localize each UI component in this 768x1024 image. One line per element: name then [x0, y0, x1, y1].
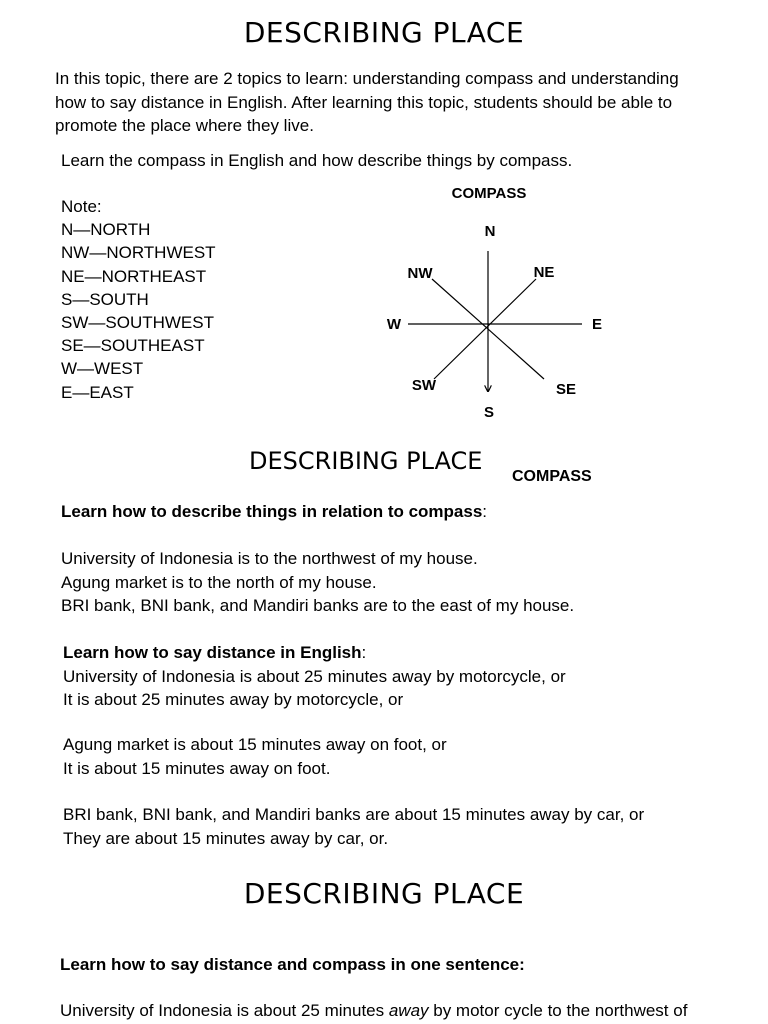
- compass-examples: [61, 547, 574, 618]
- note-item: SW—SOUTHWEST: [61, 313, 214, 333]
- heading-text: Learn how to say distance in English: [63, 643, 362, 662]
- learn-compass-line: Learn the compass in English and how describe things by compass.: [61, 151, 573, 170]
- sentence-start: University of Indonesia is about 25 minutes: [60, 1001, 389, 1020]
- intro-line: promote the place where they live.: [55, 116, 314, 135]
- example-line: BRI bank, BNI bank, and Mandiri banks are to the east of my house.: [61, 596, 575, 615]
- heading-text: Learn how to describe things in relation to compass: [61, 502, 483, 521]
- section-title: DESCRIBING PLACE: [243, 877, 525, 910]
- note-item: S—SOUTH: [61, 289, 149, 309]
- example-line: University of Indonesia is about 25 minutes away by motorcycle, or: [63, 666, 566, 686]
- note-item: E—EAST: [61, 382, 134, 402]
- example-line: They are about 15 minutes away by car, or.: [63, 828, 389, 848]
- note-item: N—NORTH: [61, 220, 151, 240]
- note-item: SE—SOUTHEAST: [61, 336, 205, 356]
- page-title: DESCRIBING PLACE: [243, 16, 525, 49]
- compass-label-sw: SW: [411, 377, 437, 394]
- compass-label-se: SE: [555, 381, 577, 398]
- intro-paragraph: [55, 67, 679, 138]
- compass-side-label: COMPASS: [512, 468, 592, 485]
- compass-label-nw: NW: [407, 265, 433, 282]
- compass-label-e: E: [591, 316, 603, 333]
- example-line: BRI bank, BNI bank, and Mandiri banks are about 15 minutes away by car, or: [63, 805, 645, 824]
- note-item: W—WEST: [61, 359, 144, 379]
- example-line: It is about 25 minutes away by motorcycle, or: [63, 690, 404, 709]
- combined-heading: [60, 953, 525, 977]
- intro-line: In this topic, there are 2 topics to learn: understanding compass and understanding: [55, 69, 679, 88]
- heading-colon: :: [482, 502, 488, 521]
- note-item: NE—NORTHEAST: [61, 266, 207, 286]
- compass-label-n: N: [484, 223, 496, 240]
- learn-compass-text: [61, 149, 572, 173]
- example-line: University of Indonesia is to the northwest of my house.: [61, 549, 478, 568]
- section-title: DESCRIBING PLACE: [249, 447, 483, 475]
- example-line: Agung market is about 15 minutes away on foot, or: [63, 735, 447, 754]
- example-line: It is about 15 minutes away on foot.: [63, 758, 331, 778]
- compass-relation-heading: [61, 500, 487, 524]
- compass-label-w: W: [386, 316, 402, 333]
- combined-sentence: [60, 999, 687, 1023]
- sentence-italic: away: [388, 1001, 429, 1020]
- distance-examples-car: [63, 803, 644, 850]
- distance-heading-block: [63, 641, 566, 712]
- example-line: Agung market is to the north of my house.: [61, 572, 377, 592]
- compass-label-s: S: [483, 404, 495, 421]
- intro-line: how to say distance in English. After learning this topic, students should be able to: [55, 92, 673, 112]
- compass-diagram: [370, 175, 620, 435]
- distance-examples-foot: [63, 733, 447, 780]
- heading-colon: :: [361, 643, 367, 662]
- compass-label-ne: NE: [533, 264, 555, 281]
- note-label: Note:: [61, 197, 102, 216]
- heading-text: Learn how to say distance and compass in one sentence:: [60, 955, 525, 974]
- note-item: NW—NORTHWEST: [61, 243, 216, 263]
- note-list: [61, 195, 216, 404]
- compass-title: COMPASS: [451, 185, 527, 202]
- sentence-end: by motor cycle to the northwest of: [428, 1001, 688, 1020]
